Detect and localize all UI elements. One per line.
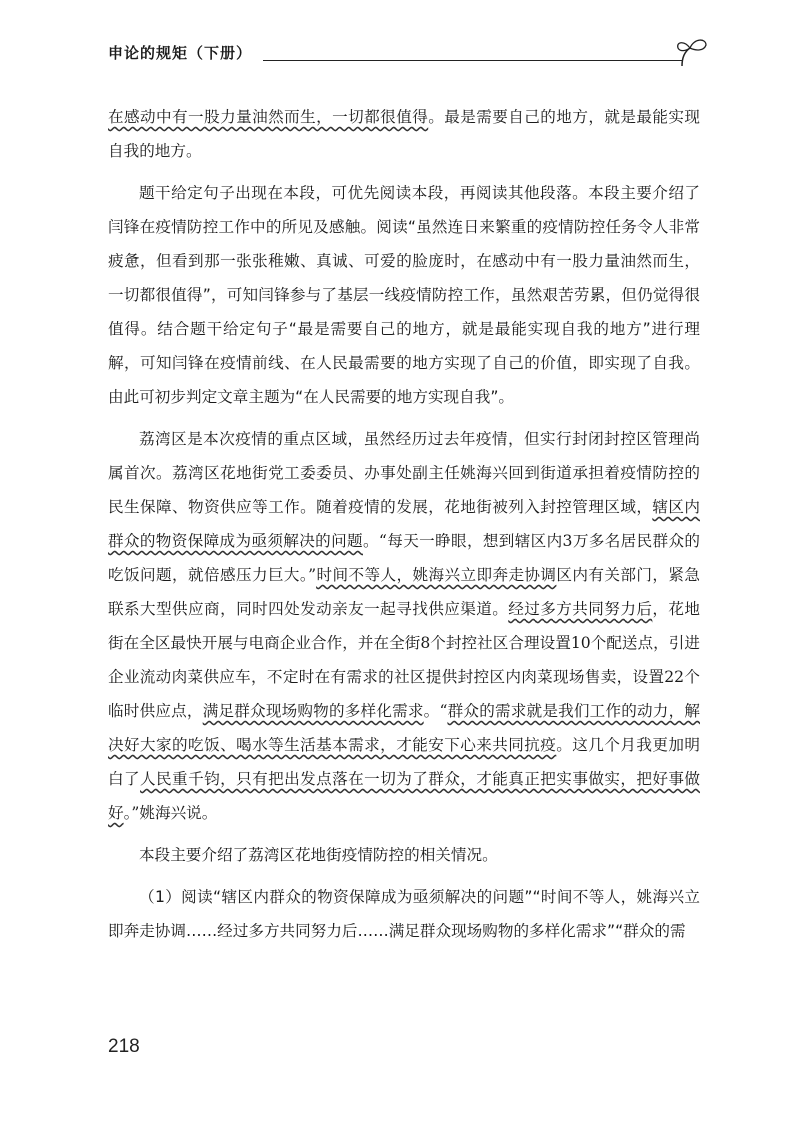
header-rule [263,60,683,61]
paragraph-point-1: （1）阅读“辖区内群众的物资保障成为亟须解决的问题”“时间不等人，姚海兴立即奔走协调……经过多方共同努力后……满足群众现场购物的多样化需求”“群众的需 [108,888,700,940]
text-run: 。最是需要自己的地方，就是最能实现自我的地方。 [108,108,700,160]
page-number: 218 [108,1036,140,1057]
paragraph-quote-end [108,100,700,168]
running-header [108,36,700,70]
paragraph-summary: 本段主要介绍了荔湾区花地街疫情防控的相关情况。 [139,846,498,864]
underlined-text: 在感动中有一股力量油然而生，一切都很值得 [108,108,429,126]
text-run: 荔湾区是本次疫情的重点区域，虽然经历过去年疫情，但实行封闭封控区管理尚属首次。荔湾区花地街党工委委员、办事处副主任姚海兴回到街道承担着疫情防控的民生保障、物资供应等工作。随着疫情的发展，花地街被列入封控管理区域， [108,430,700,516]
underlined-text: 辖区内群众的物资保障成为亟须解决的问题 [108,498,700,550]
paragraph-analysis: 题干给定句子出现在本段，可优先阅读本段，再阅读其他段落。本段主要介绍了闫锋在疫情防控工作中的所见及感触。阅读“虽然连日来繁重的疫情防控任务令人非常疲惫，但看到那一张张稚嫩、真诚、可爱的脸庞时，在感动中有一股力量油然而生，一切都很值得”，可知闫锋参与了基层一线疫情防控工作，虽然艰苦劳累，但仍觉得很值得。结合题干给定句子“最是需要自己的地方，就是最能实现自我的地方”进行理解，可知闫锋在疫情前线、在人民最需要的地方实现了自己的价值，即实现了自我。由此可初步判定文章主题为“在人民需要的地方实现自我”。 [108,184,700,406]
underlined-text: 满足群众现场购物的多样化需求 [202,702,424,720]
text-run: 。“ [423,702,448,720]
text-run: 。”姚海兴说。 [123,804,218,822]
text-run: ，花地街在全区最快开展与电商企业合作，并在全街8个封控社区合理设置10个配送点，引进企业流动肉菜供应车，不定时在有需求的社区提供封控区内肉菜现场售卖，设置22个临时供应点， [108,600,700,720]
text-run: 。“每天一睁眼，想到辖区内3万多名居民群众的吃饭问题，就倍感压力巨大。” [108,532,700,584]
text-run: 。这几个月我更加明白了 [108,736,700,788]
page-body [108,100,700,948]
paragraph-source [108,422,700,830]
underlined-text: 时间不等人，姚海兴立即奔走协调 [316,566,557,584]
text-run: 区内有关部门，紧急联系大型供应商，同时四处发动亲友一起寻找供应渠道。 [108,566,700,618]
underlined-text: 经过多方共同努力后 [508,600,653,618]
sprout-icon [674,36,710,70]
underlined-text: 人民重千钧，只有把出发点落在一切为了群众，才能真正把实事做实，把好事做好 [108,770,700,822]
underlined-text: 群众的需求就是我们工作的动力，解决好大家的吃饭、喝水等生活基本需求，才能安下心来共同抗疫 [108,702,700,754]
book-title: 申论的规矩（下册） [108,44,253,62]
